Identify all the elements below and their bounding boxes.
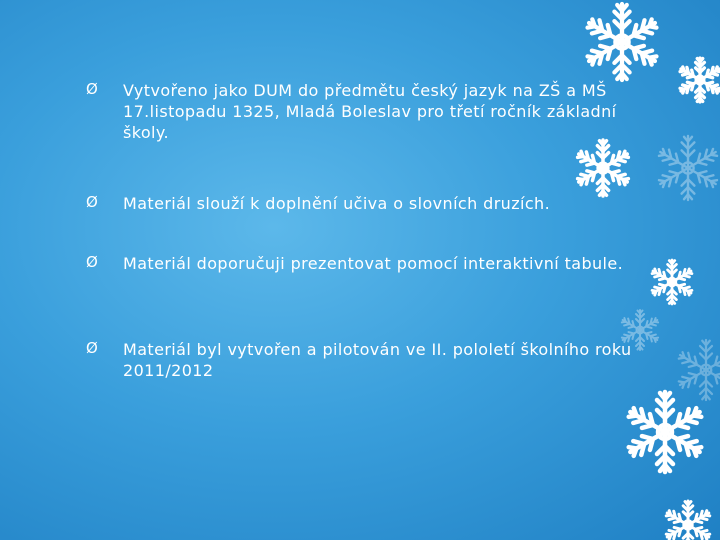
bullet-text: Vytvořeno jako DUM do předmětu český jazyk na ZŠ a MŠ 17.listopadu 1325, Mladá Boleslav pro třetí ročník základní školy. bbox=[123, 81, 617, 142]
snowflake-icon bbox=[679, 58, 720, 102]
bullet-arrow-icon: Ø bbox=[86, 339, 98, 357]
bullet-arrow-icon: Ø bbox=[86, 193, 98, 211]
bullet-arrow-icon: Ø bbox=[86, 80, 98, 98]
snowflake-icon bbox=[576, 140, 630, 196]
snowflake-icon bbox=[585, 4, 658, 80]
bullet-text: Materiál doporučuji prezentovat pomocí interaktivní tabule. bbox=[123, 254, 624, 273]
snowflake-icon bbox=[657, 136, 719, 200]
snowflake-icon bbox=[677, 340, 720, 400]
bullet-arrow-icon: Ø bbox=[86, 253, 98, 271]
snowflake-icon bbox=[626, 392, 703, 472]
bullet-text: Materiál slouží k doplnění učiva o slovních druzích. bbox=[123, 194, 551, 213]
snowflake-icon bbox=[665, 501, 711, 540]
snowflake-icon bbox=[651, 260, 694, 304]
bullet-text: Materiál byl vytvořen a pilotován ve II. pololetí školního roku 2011/2012 bbox=[123, 340, 632, 380]
